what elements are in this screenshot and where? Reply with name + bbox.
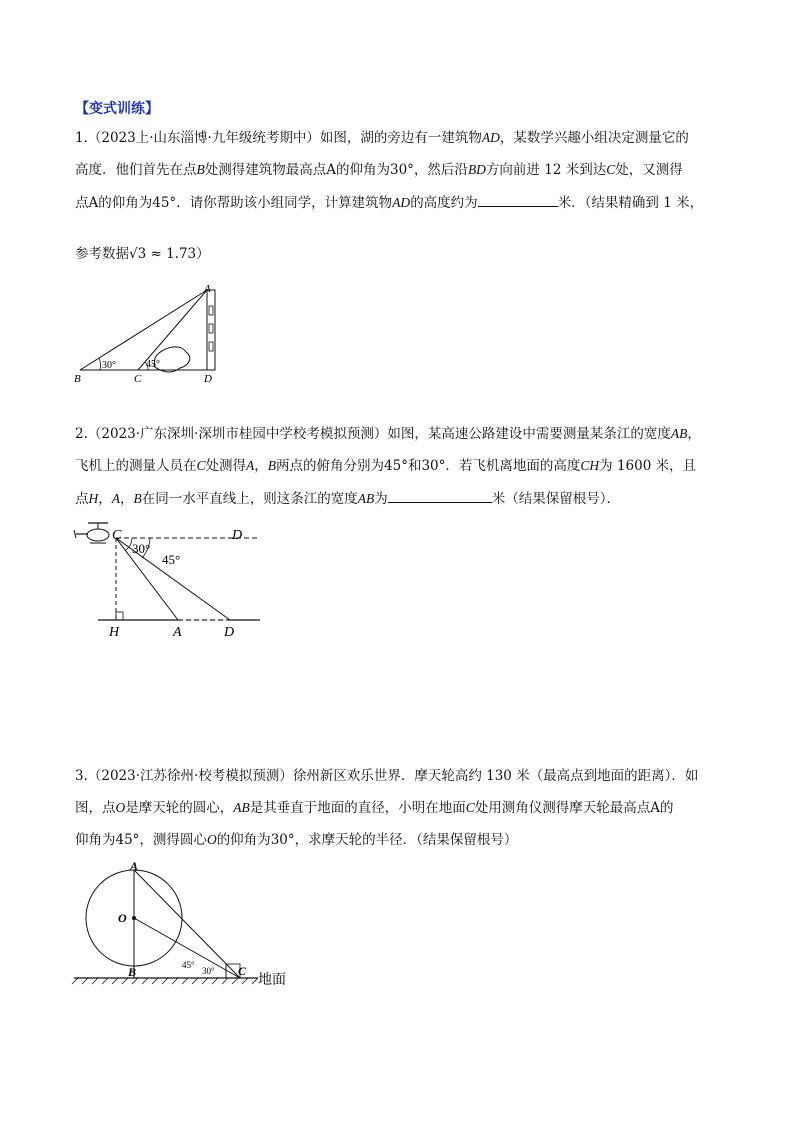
q2-angle-45: 45° [162, 552, 181, 567]
q2-figure [70, 512, 270, 642]
q1-angle-30: 30° [102, 360, 116, 371]
helicopter-icon [74, 523, 109, 543]
q2-label-a: A [173, 625, 182, 640]
q3-angle-45: 45° [182, 960, 195, 970]
q2-line-2: 飞机上的测量人员在C处测得A，B两点的俯角分别为45°和30°．若飞机离地面的高度CH为 1600 米，且 [75, 458, 697, 474]
q1-label-b: B [74, 373, 81, 385]
q1-label-a: A [204, 283, 211, 295]
q3-label-a: A [130, 859, 139, 873]
q1-figure [70, 280, 230, 390]
q2-label-h: H [109, 625, 120, 640]
q1-line-4: 参考数据√3 ≈ 1.73） [75, 246, 210, 262]
q3-label-o: O [118, 911, 127, 925]
q1-line-1: 1.（2023上·山东淄博·九年级统考期中）如图，湖的旁边有一建筑物AD，某数学兴趣小组决定测量它的 [75, 130, 689, 146]
q2-label-d-top: D [232, 528, 243, 543]
q3-label-c: C [238, 964, 247, 978]
q3-figure [70, 860, 310, 990]
q3-line-3: 仰角为45°，测得圆心O的仰角为30°，求摩天轮的半径．（结果保留根号） [75, 832, 518, 848]
q1-answer-blank[interactable] [478, 192, 558, 207]
q2-line-3: 点H，A，B在同一水平直线上，则这条江的宽度AB为 米（结果保留根号）． [75, 488, 620, 509]
q1-angle-45: 45° [146, 359, 160, 370]
q2-angle-30: 30° [132, 541, 151, 556]
q1-label-c: C [134, 373, 142, 385]
q2-line-1: 2.（2023·广东深圳·深圳市桂园中学校考模拟预测）如图，某高速公路建设中需要测量某条江的宽度AB， [75, 426, 701, 442]
q3-label-ground: 地面 [258, 973, 286, 988]
q2-label-d-bottom: D [224, 625, 235, 640]
q1-label-d: D [204, 373, 212, 385]
q3-line-2: 图，点O是摩天轮的圆心，AB是其垂直于地面的直径，小明在地面C处用测角仪测得摩天轮最高点A的 [75, 800, 674, 816]
q3-label-b: B [128, 965, 137, 979]
q3-line-1: 3.（2023·江苏徐州·校考模拟预测）徐州新区欢乐世界．摩天轮高约 130 米（最高点到地面的距离）．如 [75, 768, 699, 784]
q2-answer-blank[interactable] [388, 488, 492, 503]
q1-line-3: 点A的仰角为45°．请你帮助该小组同学，计算建筑物AD的高度约为 米．（结果精确到 1 米， [75, 192, 703, 213]
q2-label-c: C [112, 528, 122, 543]
section-title: 【变式训练】 [75, 101, 159, 117]
q3-angle-30: 30° [202, 966, 215, 976]
q1-line-2: 高度．他们首先在点B处测得建筑物最高点A的仰角为30°，然后沿BD方向前进 12 米到达C处，又测得 [75, 162, 683, 178]
